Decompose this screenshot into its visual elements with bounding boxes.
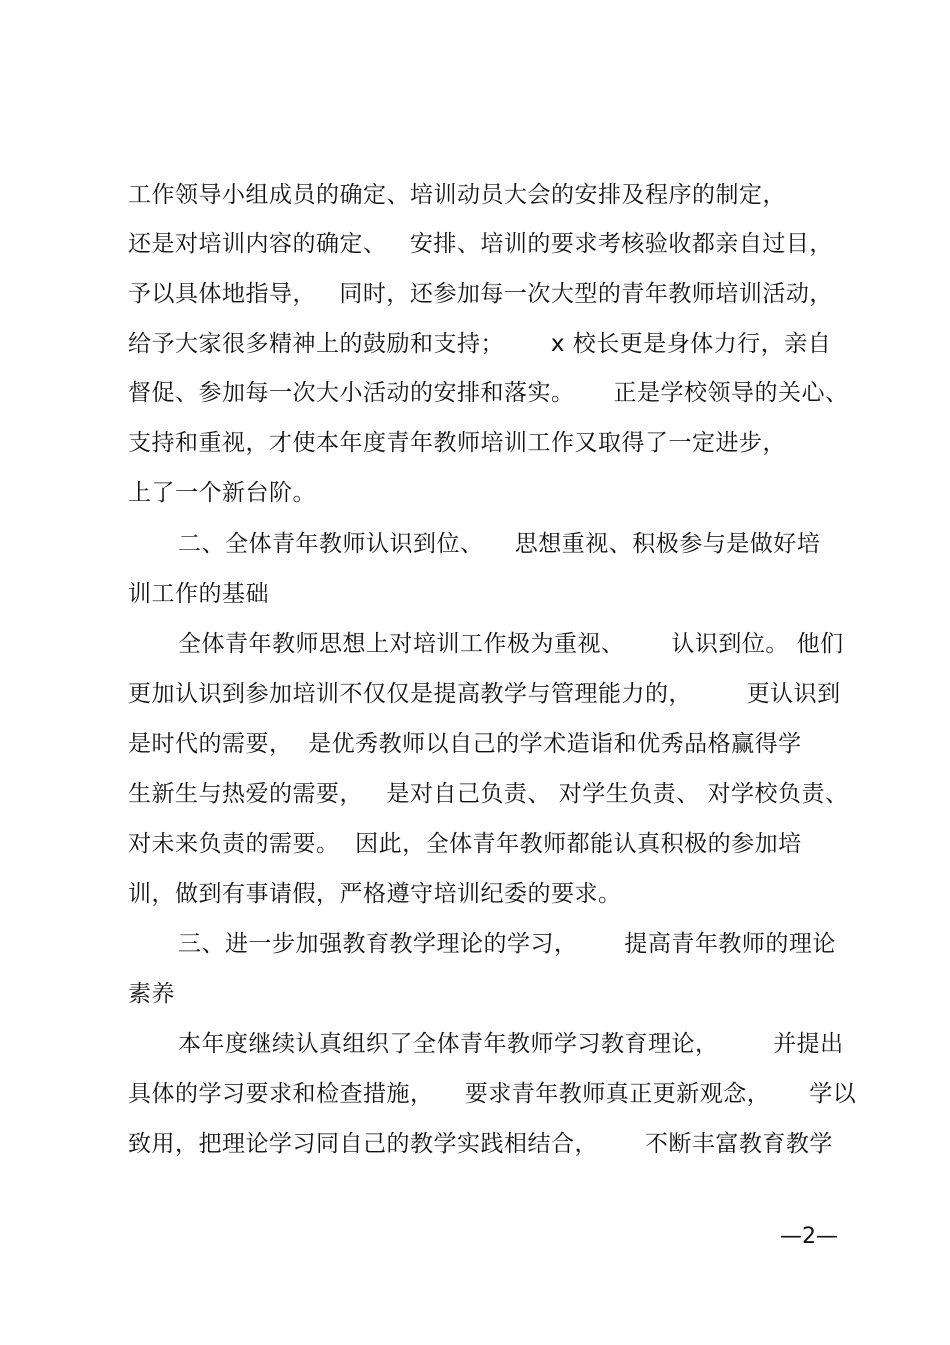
text-line: 督促、参加每一次大小活动的安排和落实。 正是学校领导的关心、 — [128, 380, 849, 406]
text-line: 更加认识到参加培训不仅仅是提高教学与管理能力的， 更认识到 — [128, 681, 841, 707]
text-line: 给予大家很多精神上的鼓励和支持； x 校长更是身体力行，亲自 — [128, 331, 832, 357]
text-line: 予以具体地指导， 同时，还参加每一次大型的青年教师培训活动， — [128, 281, 833, 307]
section-heading-continued: 训工作的基础 — [128, 581, 269, 607]
section-heading: 二、全体青年教师认识到位、 思想重视、积极参与是做好培 — [178, 531, 821, 557]
section-heading: 三、进一步加强教育教学理论的学习， 提高青年教师的理论 — [178, 931, 836, 957]
text-line: 是时代的需要， 是优秀教师以自己的学术造诣和优秀品格赢得学 — [128, 731, 802, 757]
text-line: 工作领导小组成员的确定、培训动员大会的安排及程序的制定， — [128, 182, 786, 208]
text-line: 本年度继续认真组织了全体青年教师学习教育理论， 并提出 — [178, 1031, 844, 1057]
text-line: 上了一个新台阶。 — [128, 480, 316, 506]
page-number: —2— — [780, 1224, 838, 1249]
text-line: 支持和重视，才使本年度青年教师培训工作又取得了一定进步， — [128, 430, 786, 456]
text-line: 全体青年教师思想上对培训工作极为重视、 认识到位。 他们 — [178, 631, 844, 657]
text-line: 致用，把理论学习同自己的教学实践相结合， 不断丰富教育教学 — [128, 1131, 833, 1157]
text-line: 训，做到有事请假，严格遵守培训纪委的要求。 — [128, 881, 622, 907]
section-heading-continued: 素养 — [128, 981, 175, 1007]
text-line: 对未来负责的需要。 因此，全体青年教师都能认真积极的参加培 — [128, 831, 802, 857]
text-line: 生新生与热爱的需要， 是对自己负责、 对学生负责、 对学校负责、 — [128, 781, 849, 807]
text-line: 具体的学习要求和检查措施， 要求青年教师真正更新观念， 学以 — [128, 1081, 857, 1107]
text-line: 还是对培训内容的确定、 安排、培训的要求考核验收都亲自过目， — [128, 231, 833, 257]
